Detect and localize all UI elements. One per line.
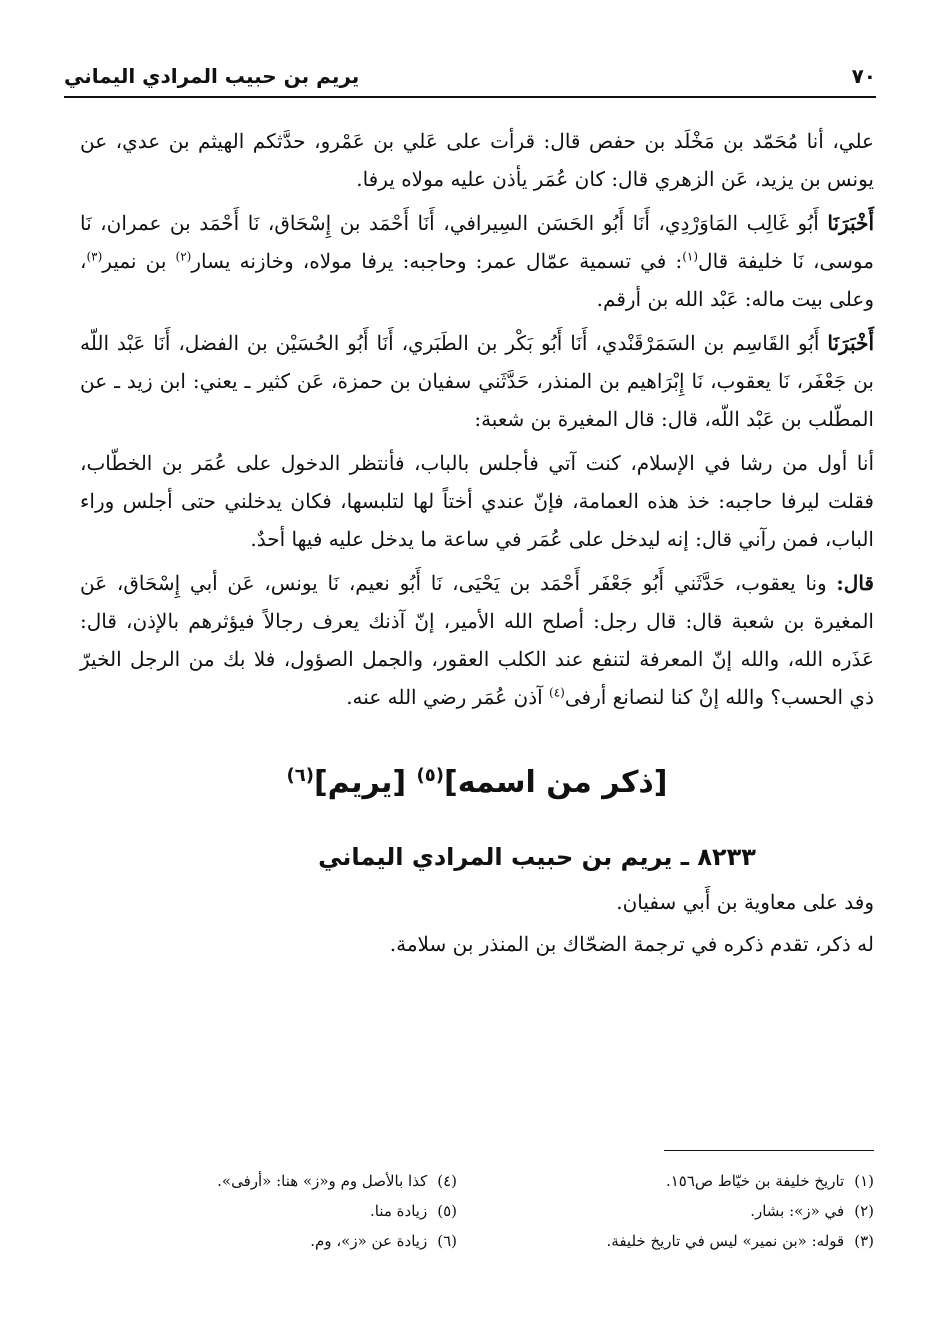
paragraph-4	[80, 444, 874, 558]
footnote	[70, 1166, 457, 1196]
paragraph-text: أنا أول من رشا في الإسلام، كنت آتي فأجلس بالباب، فأنتظر الدخول على عُمَر بن الخطّاب، فقلت ليرفا حاجبه: خذ هذه العمامة، فإنّ عندي أختاً لها لتلبسها، فكان يدخلني حتى أجلس وراء الباب، فمن رآني قال: إنه ليدخل على عُمَر في ساعة ما يدخل عليه فيها أحدٌ.	[80, 451, 874, 551]
footnote-text: زيادة منا.	[370, 1202, 428, 1220]
footnote	[70, 1196, 457, 1226]
footnote-text: تاريخ خليفة بن خيّاط ص١٥٦.	[665, 1172, 845, 1190]
running-title: يريم بن حبيب المرادي اليماني	[64, 64, 360, 88]
paragraph-3	[80, 324, 874, 438]
paragraph-text: ، وعلى بيت ماله: عَبْد الله بن أرقم.	[80, 249, 874, 311]
footnotes-right-column	[487, 1166, 874, 1256]
footnote-ref: (١)	[682, 249, 699, 264]
paragraph-text: أَبُو القَاسِم بن السَمَرْقَنْدي، أَنَا أَبُو بَكْر بن الطَبَري، أَنَا أَبُو الحُسَيْن بن الفضل، أَنَا عَبْد اللّه بن جَعْفَر، نَا يعقوب، نَا إِبْرَاهيم بن المنذر، حَدَّثَني سفيان بن حمزة، عَن كثير ـ يعني: ابن زيد ـ عن المطّلب بن عَبْد اللّه، قال: قال المغيرة بن شعبة:	[80, 331, 874, 431]
paragraph-2	[80, 204, 874, 318]
footnote-text: في «ز»: بشار.	[750, 1202, 845, 1220]
paragraph-text: ونا يعقوب، حَدَّثَني أَبُو جَعْفَر أَحْمَد بن يَحْيَى، نَا أَبُو نعيم، نَا يونس، عَن أبي إِسْحَاق، عَن المغيرة بن شعبة قال: قال رجل: أصلح الله الأمير، إنّ آذنك يعرف رجالاً فيؤثرهم بالإذن، قال: عَذَره الله، والله إنّ المعرفة لتنفع عند الكلب العقور، والجمل الصؤول، فلا بك من الرجل الخيرّ ذي الحسب؟ والله إنْ كنا لنصانع أرفى	[80, 571, 874, 709]
footnote	[70, 1226, 457, 1256]
footnote-ref: (٢)	[175, 249, 192, 264]
paragraph-lead: أَخْبَرَنَا	[827, 331, 875, 355]
paragraph-text: علي، أنا مُحَمّد بن مَخْلَد بن حفص قال: قرأت على عَلي بن عَمْرو، حدَّثكم الهيثم بن عدي، عن يونس بن يزيد، عَن الزهري قال: كان عُمَر يأذن عليه مولاه يرفا.	[80, 129, 874, 191]
footnotes	[70, 1166, 874, 1256]
footnote-text: كذا بالأصل وم و«ز» هنا: «أرفى».	[217, 1172, 428, 1190]
footnote-ref: (٥)	[416, 765, 445, 786]
footnote	[487, 1226, 874, 1256]
footnote-text: قوله: «بن نمير» ليس في تاريخ خليفة.	[606, 1232, 845, 1250]
section-heading	[80, 756, 874, 803]
entry-line: له ذكر، تقدم ذكره في ترجمة الضحّاك بن المنذر بن سلامة.	[389, 932, 874, 956]
footnote-number: (٢)	[854, 1202, 874, 1220]
footnote-number: (١)	[854, 1172, 874, 1190]
footnote-number: (٤)	[437, 1172, 457, 1190]
paragraph-5	[80, 564, 874, 716]
paragraph-1	[80, 122, 874, 198]
entry-heading: ٨٢٣٣ ـ يريم بن حبيب المرادي اليماني	[318, 843, 756, 871]
paragraph-text: أَبُو غَالِب المَاوَرْدِي، أَنَا أَبُو الحَسَن السِيرافي، أَنَا أَحْمَد بن إِسْحَاق، نَا أَحْمَد بن عمران، نَا موسى، نَا خليفة قال	[80, 211, 874, 273]
footnote-ref: (٣)	[86, 249, 103, 264]
section-heading-part: [ذكر من اسمه]	[444, 765, 668, 800]
footnote	[487, 1196, 874, 1226]
footnote-text: زيادة عن «ز»، وم.	[310, 1232, 428, 1250]
paragraph-lead: قال:	[836, 571, 874, 595]
paragraph-text: بن نمير	[102, 249, 176, 273]
entry-line: وفد على معاوية بن أَبي سفيان.	[616, 890, 874, 914]
paragraph-text: : في تسمية عمّال عمر: وحاجبه: يرفا مولاه، وخازنه يسار	[191, 249, 683, 273]
page-header	[64, 58, 876, 98]
paragraph-text: آذن عُمَر رضي الله عنه.	[346, 685, 550, 709]
footnotes-left-column	[70, 1166, 457, 1256]
page-number: ٧٠	[851, 64, 876, 88]
footnote-ref: (٦)	[286, 765, 314, 786]
footnote-number: (٦)	[437, 1232, 457, 1250]
section-heading-part: [يريم]	[313, 765, 417, 800]
footnote	[487, 1166, 874, 1196]
main-text	[80, 122, 874, 967]
footnote-ref: (٤)	[549, 685, 565, 700]
footnote-divider	[664, 1150, 874, 1151]
footnote-number: (٣)	[854, 1232, 874, 1250]
paragraph-lead: أَخْبَرَنَا	[827, 211, 874, 235]
footnote-number: (٥)	[437, 1202, 457, 1220]
